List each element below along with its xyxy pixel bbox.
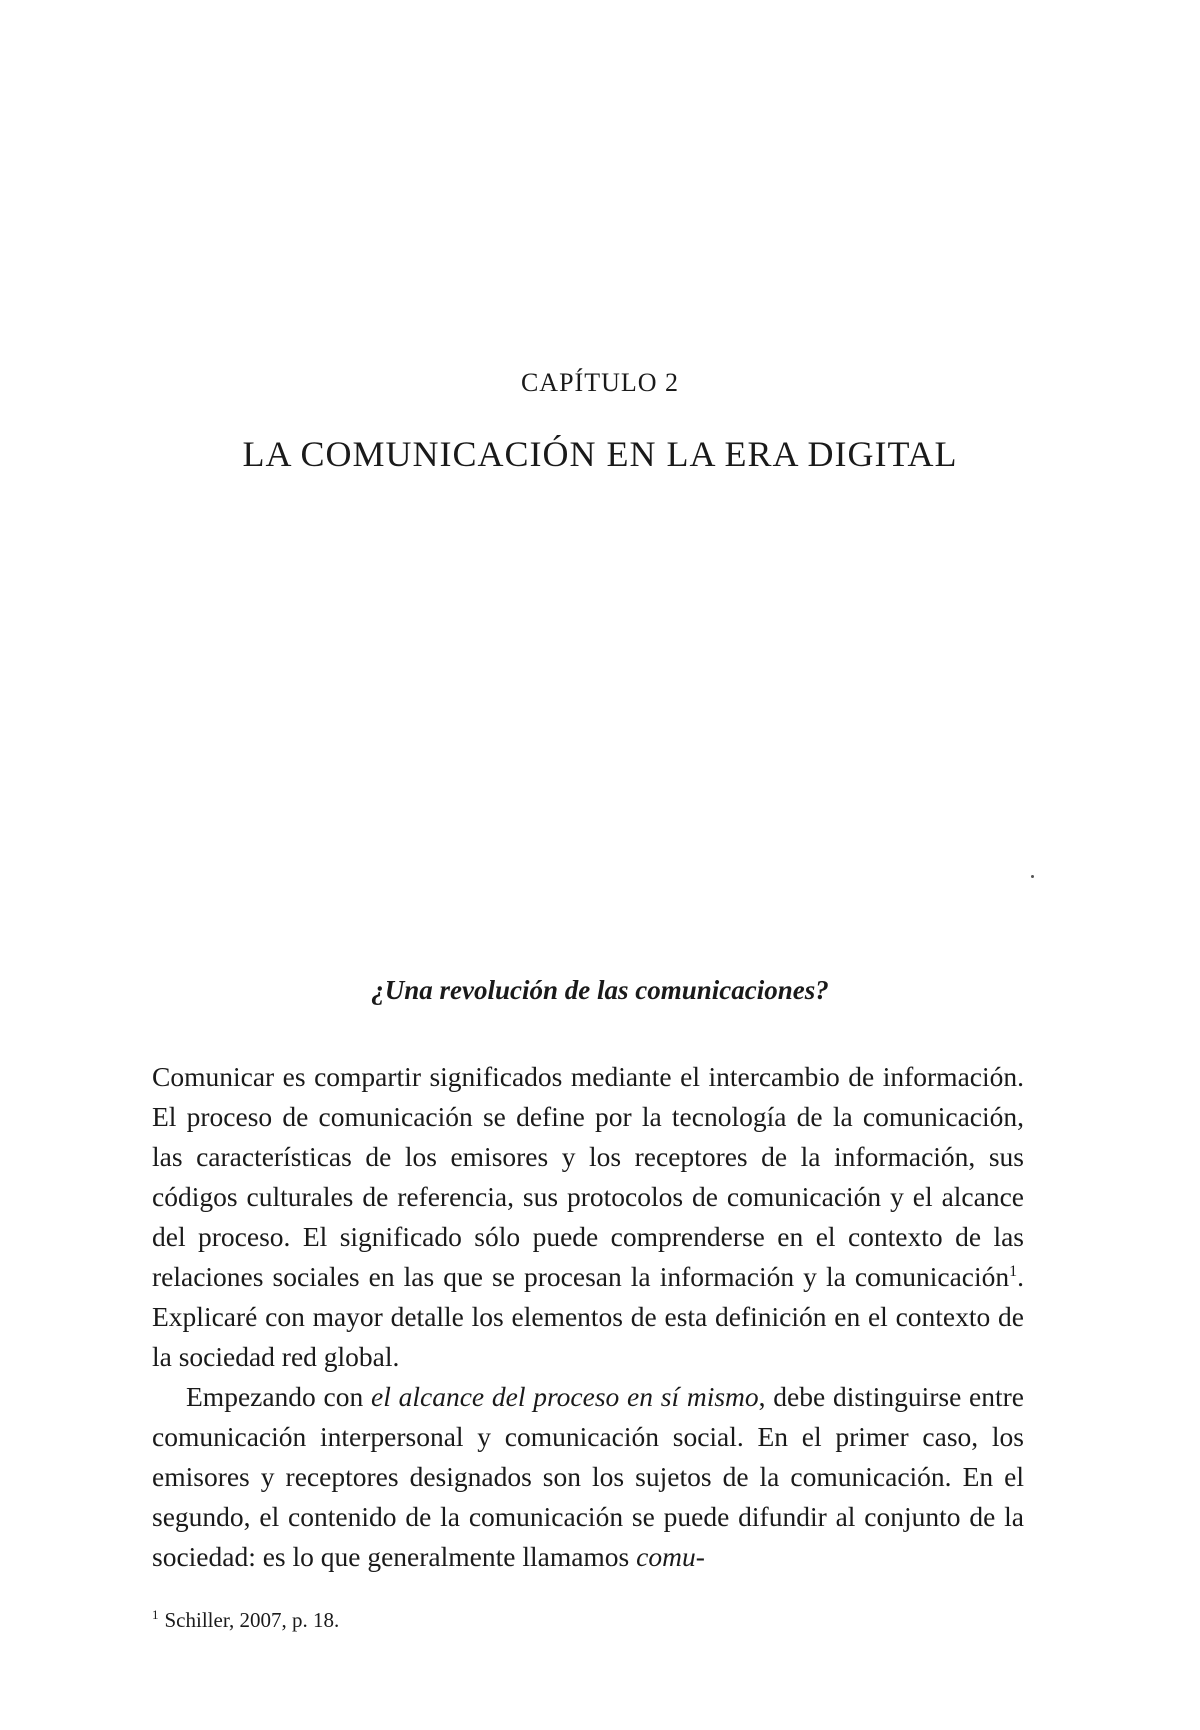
footnote <box>152 1607 339 1633</box>
chapter-number: CAPÍTULO 2 <box>520 368 680 397</box>
stray-mark <box>1031 875 1034 878</box>
paragraph-2-emphasis: el alcance del proceso en sí mismo <box>371 1381 759 1412</box>
paragraph-2 <box>152 1377 1024 1577</box>
footnote-reference: 1 <box>1009 1262 1018 1280</box>
footnote-mark: 1 <box>152 1607 159 1622</box>
chapter-title: LA COMUNICACIÓN EN LA ERA DIGITAL <box>242 434 958 474</box>
body-text <box>152 1057 1024 1577</box>
paragraph-1-text-end: . Explicaré con mayor detalle los elementos de esta definición en el contexto de la sociedad red global. <box>152 1261 1024 1372</box>
section-heading: ¿Una revolución de las comunicaciones? <box>371 975 829 1005</box>
paragraph-2-text: , debe distinguirse entre comunicación interpersonal y comunicación social. En el primer caso, los emisores y receptores designados son los sujetos de la comunicación. En el segundo, el contenido de la comunicación se puede difundir al conjunto de la sociedad: es lo que generalmente llamamos <box>152 1381 1025 1572</box>
footnote-text: Schiller, 2007, p. 18. <box>164 1608 340 1632</box>
paragraph-1 <box>152 1057 1024 1377</box>
paragraph-2-start: Empezando con <box>186 1381 372 1412</box>
paragraph-2-end-emphasis: comu- <box>636 1541 705 1572</box>
paragraph-1-text: Comunicar es compartir significados mediante el intercambio de información. El proceso de comunicación se define por la tecnología de la comunicación, las características de los emisores y los receptores de la información, sus códigos culturales de referencia, sus protocolos de comunicación y el alcance del proceso. El significado sólo puede comprenderse en el contexto de las relaciones sociales en las que se procesan la información y la comunicación <box>152 1061 1024 1292</box>
